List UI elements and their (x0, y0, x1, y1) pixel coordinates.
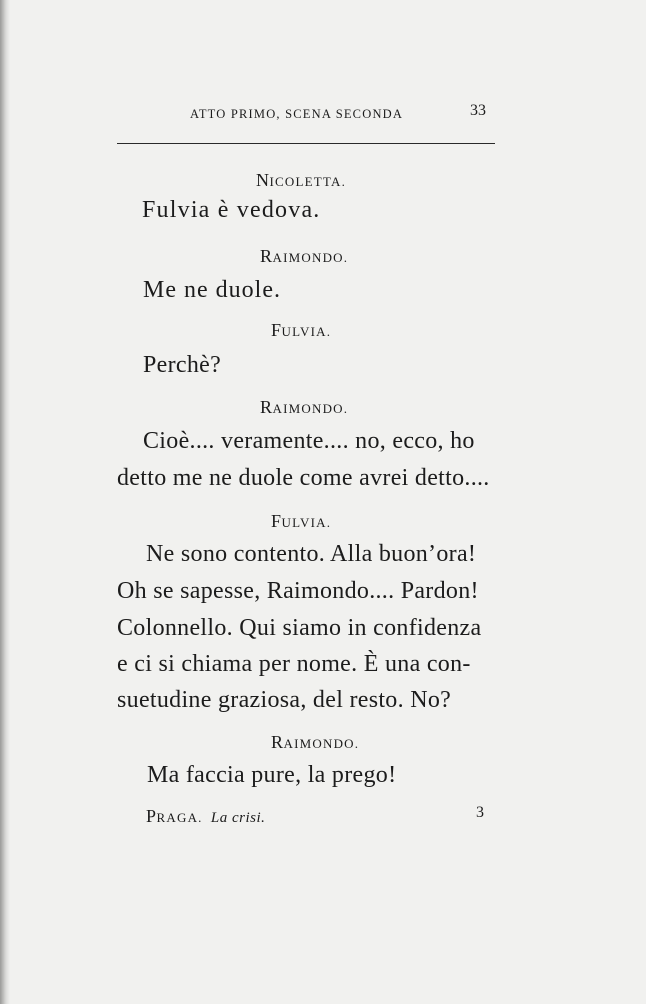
dialogue-line: e ci si chiama per nome. È una con- (117, 651, 471, 677)
dialogue-line: suetudine graziosa, del resto. No? (117, 687, 452, 713)
speaker-name: FULVIA. (271, 320, 332, 340)
signature-mark (146, 806, 265, 827)
speaker-name: RAIMONDO. (260, 246, 349, 266)
signature-title: La crisi. (210, 810, 266, 826)
running-head: ATTO PRIMO, SCENA SECONDA (190, 107, 404, 121)
page-gutter (0, 0, 10, 1004)
dialogue-line: detto me ne duole come avrei detto.... (117, 465, 490, 491)
page-number: 33 (470, 102, 486, 119)
speaker-name: RAIMONDO. (271, 732, 360, 752)
dialogue-line: Colonnello. Qui siamo in confidenza (117, 615, 482, 641)
dialogue-line: Me ne duole. (143, 277, 281, 303)
signature-author: PRAGA. (146, 806, 203, 826)
dialogue-line: Ne sono contento. Alla buon’ora! (146, 541, 477, 567)
dialogue-line: Cioè.... veramente.... no, ecco, ho (143, 428, 475, 454)
signature-number: 3 (476, 804, 484, 821)
dialogue-line: Ma faccia pure, la prego! (147, 762, 397, 788)
dialogue-line: Perchè? (143, 352, 222, 378)
speaker-name: FULVIA. (271, 511, 332, 531)
header-rule (117, 143, 495, 144)
dialogue-line: Fulvia è vedova. (142, 197, 321, 223)
speaker-name: NICOLETTA. (256, 170, 347, 190)
speaker-name: RAIMONDO. (260, 397, 349, 417)
dialogue-line: Oh se sapesse, Raimondo.... Pardon! (117, 578, 479, 604)
